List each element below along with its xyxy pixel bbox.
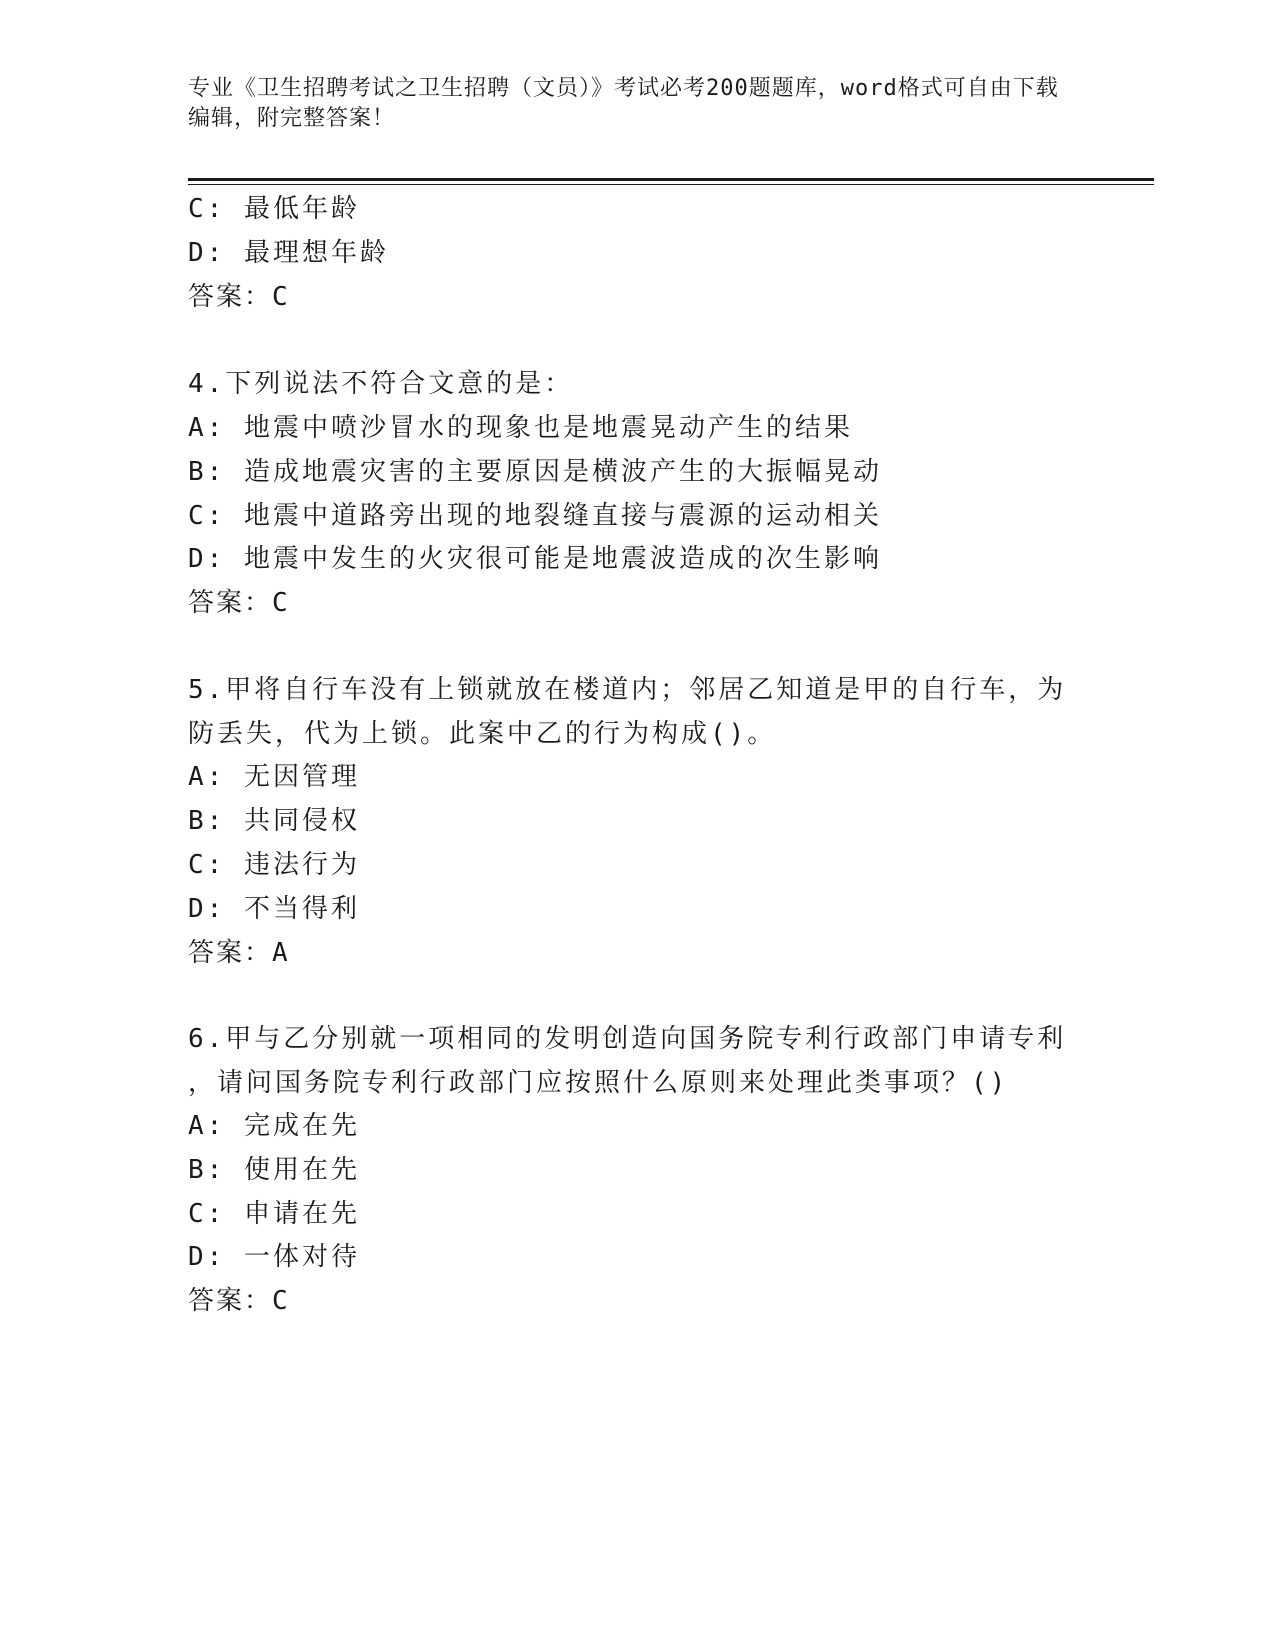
q4-option-a: A: 地震中喷沙冒水的现象也是地震晃动产生的结果 — [188, 413, 853, 443]
q6-stem-line-2: ，请问国务院专利行政部门应按照什么原则来处理此类事项？() — [188, 1068, 1009, 1098]
header-divider-thin — [188, 184, 1154, 185]
q4-option-c: C: 地震中道路旁出现的地裂缝直接与震源的运动相关 — [188, 501, 882, 531]
q4-stem: 4.下列说法不符合文意的是： — [188, 369, 574, 399]
document-header: 专业《卫生招聘考试之卫生招聘（文员）》考试必考200题题库，word格式可自由下载编辑，附完整答案！ — [188, 76, 1059, 131]
q5-option-c: C: 违法行为 — [188, 850, 360, 880]
q5-option-d: D: 不当得利 — [188, 894, 360, 924]
q4-option-d: D: 地震中发生的火灾很可能是地震波造成的次生影响 — [188, 544, 882, 574]
q4-answer: 答案：C — [188, 588, 290, 618]
q6-option-b: B: 使用在先 — [188, 1155, 360, 1185]
q3-option-c: C: 最低年龄 — [188, 194, 360, 224]
q5-stem-line-1: 5.甲将自行车没有上锁就放在楼道内；邻居乙知道是甲的自行车，为 — [188, 675, 1067, 705]
q6-option-c: C: 申请在先 — [188, 1199, 360, 1229]
q3-option-d: D: 最理想年龄 — [188, 238, 389, 268]
q5-stem-line-2: 防丢失，代为上锁。此案中乙的行为构成()。 — [188, 719, 777, 749]
header-divider-thick — [188, 178, 1154, 181]
q6-stem-line-1: 6.甲与乙分别就一项相同的发明创造向国务院专利行政部门申请专利 — [188, 1024, 1067, 1054]
q5-option-a: A: 无因管理 — [188, 762, 360, 792]
q6-option-a: A: 完成在先 — [188, 1111, 360, 1141]
q5-answer: 答案：A — [188, 938, 290, 968]
q4-option-b: B: 造成地震灾害的主要原因是横波产生的大振幅晃动 — [188, 457, 882, 487]
q6-option-d: D: 一体对待 — [188, 1242, 360, 1272]
q3-answer: 答案：C — [188, 282, 290, 312]
q5-option-b: B: 共同侵权 — [188, 806, 360, 836]
q6-answer: 答案：C — [188, 1286, 290, 1316]
